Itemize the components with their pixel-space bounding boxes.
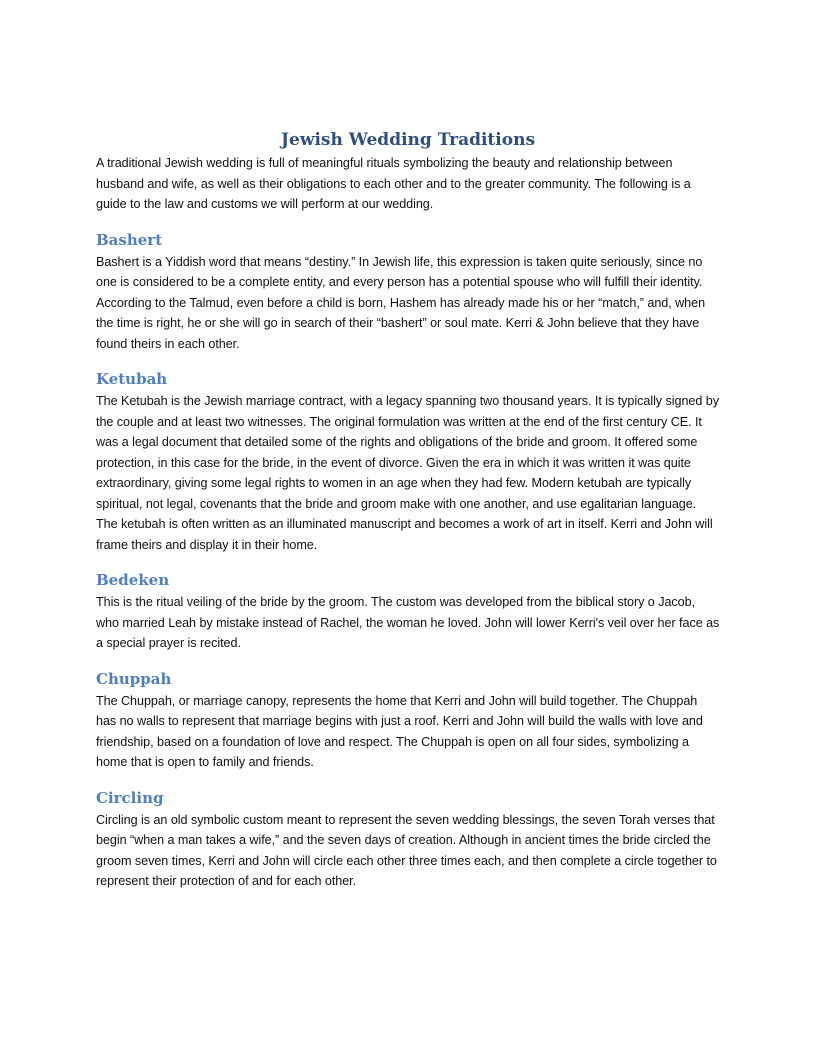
section-ketubah xyxy=(96,368,720,555)
section-body: The Chuppah, or marriage canopy, represents the home that Kerri and John will build together. The Chuppah has no walls to represent that marriage begins with just a roof. Kerri and John will build the walls with love and friendship, based on a foundation of love and respect. The Chuppah is open on all four sides, symbolizing a home that is open to family and friends. xyxy=(96,693,703,769)
section-heading: Ketubah xyxy=(96,370,168,388)
section-body: Circling is an old symbolic custom meant to represent the seven wedding blessings, the seven Torah verses that begin “when a man takes a wife,” and the seven days of creation. Although in ancient times the bride circled the groom seven times, Kerri and John will circle each other three times each, and then complete a circle together to represent their protection of and for each other. xyxy=(96,812,717,888)
section-heading: Bedeken xyxy=(96,571,170,589)
section-bedeken xyxy=(96,569,720,654)
section-body: The Ketubah is the Jewish marriage contract, with a legacy spanning two thousand years. It is typically signed by the couple and at least two witnesses. The original formulation was written at the end of the first century CE. It was a legal document that detailed some of the rights and obligations of the bride and groom. It offered some protection, in this case for the bride, in the event of divorce. Given the era in which it was written it was quite extraordinary, giving some legal rights to women in an age when they had few. Modern ketubah are typically spiritual, not legal, covenants that the bride and groom make with one another, and use egalitarian language. The ketubah is often written as an illuminated manuscript and becomes a work of art in itself. Kerri and John will frame theirs and display it in their home. xyxy=(96,394,719,552)
section-circling xyxy=(96,787,720,892)
document-title: Jewish Wedding Traditions xyxy=(280,130,536,150)
section-bashert xyxy=(96,229,720,355)
section-heading: Bashert xyxy=(96,230,163,249)
section-chuppah xyxy=(96,668,720,773)
intro-paragraph: A traditional Jewish wedding is full of meaningful rituals symbolizing the beauty and relationship between husband and wife, as well as their obligations to each other and to the greater community. The following is a guide to the law and customs we will perform at our wedding. xyxy=(96,156,691,211)
section-body: Bashert is a Yiddish word that means “destiny.” In Jewish life, this expression is taken quite seriously, since no one is considered to be a complete entity, and every person has a potential spouse who will fulfill their identity. According to the Talmud, even before a child is born, Hashem has already made his or her “match,” and, when the time is right, he or she will go in search of their “bashert” or soul mate. Kerri & John believe that they have found theirs in each other. xyxy=(96,254,706,351)
section-heading: Circling xyxy=(96,788,164,807)
section-body: This is the ritual veiling of the bride by the groom. The custom was developed from the biblical story o Jacob, who married Leah by mistake instead of Rachel, the woman he loved. John will lower Kerri's veil over her face as a special prayer is recited. xyxy=(96,595,720,650)
document-page xyxy=(96,128,720,892)
section-heading: Chuppah xyxy=(96,669,172,688)
